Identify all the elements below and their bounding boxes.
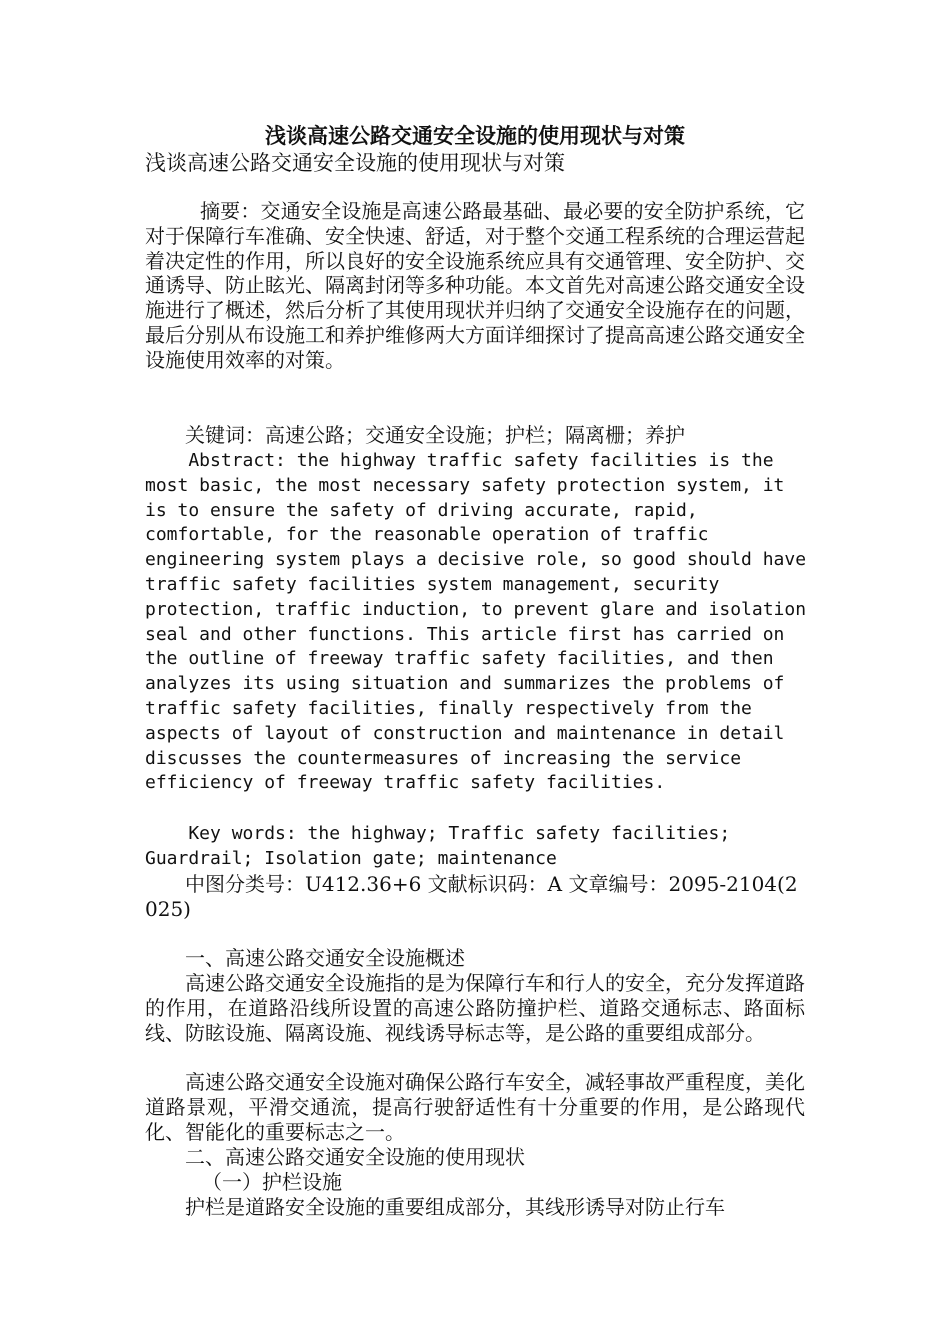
abstract-en: Abstract: the highway traffic safety facilities is the most basic, the most necessary safety protection system, it is to ensure the safety of driving accurate, rapid, comfortable, for the reasonable operation of traffic engineering system plays a decisive role, so good should have traffic safety facilities system management, security protection, traffic induction, to prevent glare and isolation seal and other functions. This article first has carried on the outline of freeway traffic safety facilities, and then analyzes its using situation and summarizes the problems of traffic safety facilities, finally respectively from the aspects of layout of construction and maintenance in detail discusses the countermeasures of increasing the service efficiency of freeway traffic safety facilities.: [145, 450, 807, 794]
subsection1-paragraph1: 护栏是道路安全设施的重要组成部分，其线形诱导对防止行车: [185, 1195, 725, 1219]
section1-paragraph1: 高速公路交通安全设施指的是为保障行车和行人的安全，充分发挥道路的作用，在道路沿线所设置的高速公路防撞护栏、道路交通标志、路面标线、防眩设施、隔离设施、视线诱导标志等，是公路的重要组成部分。: [145, 971, 805, 1045]
keywords-zh: 关键词：高速公路；交通安全设施；护栏；隔离栅；养护: [185, 423, 685, 447]
section2-heading: 二、高速公路交通安全设施的使用现状: [185, 1145, 525, 1169]
subsection1-heading: （一）护栏设施: [202, 1170, 342, 1194]
paper-title: 浅谈高速公路交通安全设施的使用现状与对策: [265, 123, 685, 148]
section1-paragraph2: 高速公路交通安全设施对确保公路行车安全，减轻事故严重程度，美化道路景观，平滑交通流，提高行驶舒适性有十分重要的作用，是公路现代化、智能化的重要标志之一。: [145, 1070, 805, 1144]
classification-info: 中图分类号：U412.36+6 文献标识码：A 文章编号：2095-2104(2025): [145, 872, 798, 921]
keywords-en: Key words: the highway; Traffic safety facilities; Guardrail; Isolation gate; maintenance: [145, 823, 731, 869]
abstract-zh: 摘要：交通安全设施是高速公路最基础、最必要的安全防护系统，它对于保障行车准确、安全快速、舒适，对于整个交通工程系统的合理运营起着决定性的作用，所以良好的安全设施系统应具有交通管理、安全防护、交通诱导、防止眩光、隔离封闭等多种功能。本文首先对高速公路交通安全设施进行了概述，然后分析了其使用现状并归纳了交通安全设施存在的问题，最后分别从布设施工和养护维修两大方面详细探讨了提高高速公路交通安全设施使用效率的对策。: [145, 199, 805, 372]
section1-heading: 一、高速公路交通安全设施概述: [185, 946, 465, 970]
paper-subtitle: 浅谈高速公路交通安全设施的使用现状与对策: [145, 151, 565, 175]
